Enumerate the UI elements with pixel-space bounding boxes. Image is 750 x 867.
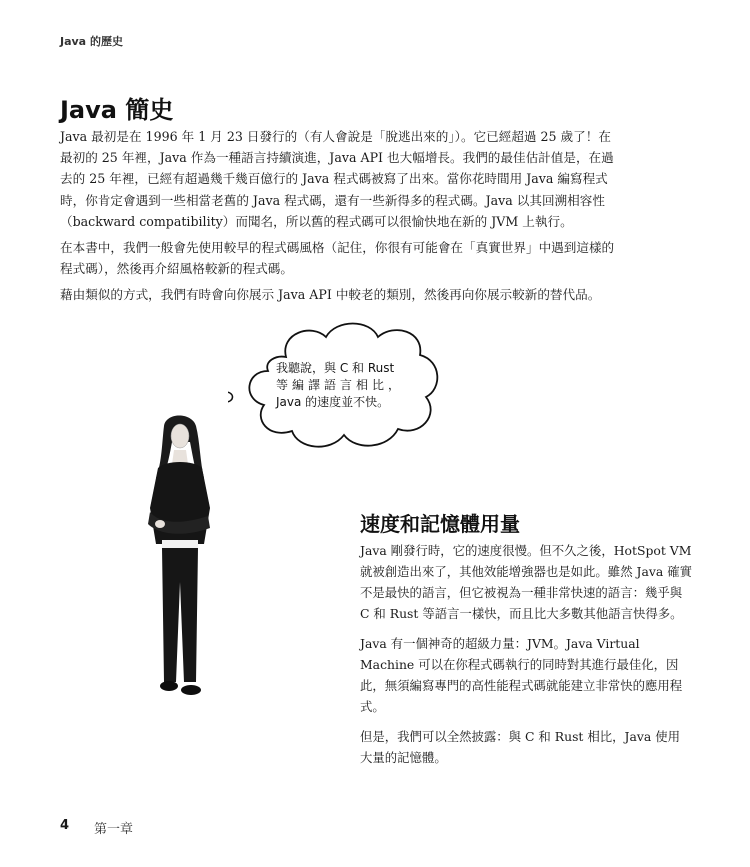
speed-section-title: 速度和記憶體用量 <box>360 512 520 536</box>
woman-photo <box>138 412 222 702</box>
chapter-label: 第一章 <box>94 822 134 837</box>
thought-line: 我聽說，與 C 和 Rust <box>276 361 395 375</box>
intro-text <box>60 126 615 311</box>
intro-paragraph: 在本書中，我們一般會先使用較早的程式碼風格（記住，你很有可能會在「真實世界」中遇到這樣的程式碼），然後再介紹風格較新的程式碼。 <box>60 240 615 277</box>
running-head: Java 的歷史 <box>60 35 123 48</box>
thought-line: Java 的速度並不快。 <box>276 395 390 409</box>
thought-bubble-text <box>276 360 416 411</box>
speed-section-body <box>360 540 692 777</box>
intro-paragraph: 藉由類似的方式，我們有時會向你展示 Java API 中較老的類別，然後再向你展示較新的替代品。 <box>60 287 601 303</box>
thought-line: 等編譯語言相比， <box>276 378 405 392</box>
speed-paragraph: Java 剛發行時，它的速度很慢。但不久之後，HotSpot VM 就被創造出來了，其他效能增強器也是如此。雖然 Java 確實不是最快的語言，但它被視為一種非常快速的語言：幾乎與 C 和 Rust 等語言一樣快，而且比大多數其他語言快得多。 <box>360 543 692 621</box>
speed-paragraph: Java 有一個神奇的超級力量：JVM。Java Virtual Machine 可以在你程式碼執行的同時對其進行最佳化，因此，無須編寫專門的高性能程式碼就能建立非常快的應用程式。 <box>360 636 683 714</box>
intro-paragraph: Java 最初是在 1996 年 1 月 23 日發行的（有人會說是「脫逃出來的」）。它已經超過 25 歲了！在最初的 25 年裡，Java 作為一種語言持續演進，Java API 也大幅增長。我們的最佳估計值是，在過去的 25 年裡，已經有超過幾千幾百億行的 Java 程式碼被寫了出來。當你花時間用 Java 編寫程式時，你肯定會遇到一些相當老舊的 Java 程式碼，還有一些新得多的程式碼。Java 以其回溯相容性（backward compatibility）而聞名，所以舊的程式碼可以很愉快地在新的 JVM 上執行。 <box>60 129 614 229</box>
section-title: Java 簡史 <box>60 96 174 124</box>
speed-paragraph: 但是，我們可以全然披露：與 C 和 Rust 相比，Java 使用大量的記憶體。 <box>360 729 680 765</box>
page-number: 4 <box>60 818 70 833</box>
